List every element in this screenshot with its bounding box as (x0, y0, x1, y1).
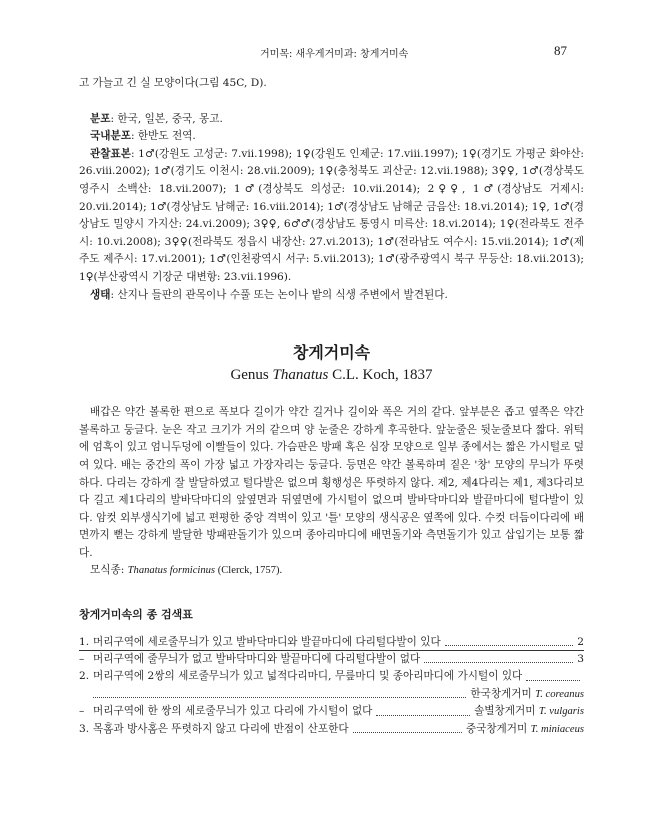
key-item-text: 머리구역에 2쌍의 세로줄무늬가 있고 넓적다리마디, 무릎마디 및 종아리마디에 가시털이 있다 (93, 670, 523, 683)
dot-leader (353, 731, 462, 733)
key-title: 창게거미속의 종 검색표 (79, 608, 193, 622)
specimens-label: 관찰표본 (90, 147, 131, 160)
genus-title-korean: 창게거미속 (292, 343, 371, 363)
genus-name: Thanatus (272, 367, 329, 384)
species-korean-name: 중국창게거미 (465, 722, 531, 735)
key-item (79, 651, 584, 668)
key-item-text: 머리구역에 한 쌍의 세로줄무늬가 있고 다리에 가시털이 없다 (93, 705, 373, 718)
running-header-title: 거미목: 새우게거미과: 창게거미속 (260, 49, 409, 60)
ecology-text: : 산지나 들판의 관목이나 수풀 또는 논이나 밭의 식생 주변에서 발견된다. (110, 288, 448, 301)
key-top-rule (79, 650, 584, 651)
specimens-text: : 1♂(강원도 고성군: 7.vii.1998); 1♀(강원도 인제군: 17.viii.1997); 1♀(경기도 가평군 화야산: 26.viii.2002); 1♂(경기도 이천시: 28.vii.2009); 1♀(충청북도 괴산군: 12.vii.1988); 3♀♀, 1♂(경상북도 영주시 소백산: 18.vii.2007); 1♂(경상북도 의성군: 10.vii.2014); 2♀♀, 1♂(경상남도 거제시: 20.vii.2014); 1♂(경상남도 남해군: 16.viii.2014); 1♂(경상남도 남해군 금음산: 18.vi.2014); 1♀, 1♂(경상남도 밀양시 가지산: 24.vi.2009); 3♀♀, 6♂♂(경상남도 통영시 미륵산: 18.vi.2014); 1♀(전라북도 전주시: 10.vi.2008); 3♀♀(전라북도 정읍시 내장산: 27.vi.2013); 1♂(전라남도 여수시: 15.vii.2014); 1♂(제주도 제주시: 17.vi.2001); 1♂(인천광역시 서구: 5.vii.2013); 1♂(광주광역시 북구 무등산: 18.vii.2013); 1♀(부산광역시 기장군 대변항: 23.vii.1996). (79, 147, 584, 283)
dot-leader (526, 679, 580, 681)
key-item-number: – (79, 705, 85, 718)
key-item (79, 703, 584, 720)
type-species-name: Thanatus formicinus (127, 565, 216, 577)
domestic-text: : 한반도 전역. (130, 130, 196, 143)
species-korean-name: 솔별창게거미 (474, 705, 539, 718)
intro-line: 고 가늘고 긴 실 모양이다(그림 45C, D). (79, 77, 267, 89)
dot-leader (424, 661, 573, 663)
distribution-label: 분포 (90, 112, 111, 125)
key-item-target (466, 721, 584, 738)
key-item-target: 3 (577, 653, 584, 666)
specimens-paragraph (79, 146, 584, 287)
type-species (79, 562, 584, 580)
species-scientific-name: T. miniaceus (530, 723, 584, 735)
key-item-target: 2 (577, 635, 584, 648)
dot-leader (376, 714, 470, 716)
key-item (79, 721, 584, 738)
genus-title-latin (79, 364, 584, 386)
key-item-text: 목홈과 방사홈은 뚜렷하지 않고 다리에 반점이 산포한다 (93, 722, 349, 735)
key-item-text: 머리구역에 세로줄무늬가 있고 발바닥마디와 발끝마디에 다리털다발이 있다 (93, 635, 441, 648)
key-item-number: 1. (79, 635, 90, 648)
ecology-paragraph (79, 287, 584, 305)
species-scientific-name: T. vulgaris (538, 706, 584, 718)
domestic-label: 국내분포 (90, 130, 131, 143)
type-species-author: (Clerck, 1757). (215, 565, 283, 577)
key-item (79, 668, 584, 685)
dot-leader (93, 696, 466, 698)
domestic-distribution-paragraph (79, 128, 584, 146)
type-species-label: 모식종: (90, 564, 128, 577)
distribution-text: : 한국, 일본, 중국, 몽고. (110, 112, 223, 125)
key-item-number: – (79, 653, 85, 666)
running-header (0, 43, 652, 63)
ecology-label: 생태 (90, 288, 111, 301)
page-number: 87 (554, 43, 567, 58)
page-body (79, 75, 584, 738)
key-item-number: 3. (79, 722, 90, 735)
key-item (79, 634, 584, 651)
key-item (79, 686, 584, 703)
genus-prefix: Genus (230, 367, 273, 384)
genus-author: C.L. Koch, 1837 (328, 367, 433, 384)
key-item-target (474, 703, 584, 720)
dot-leader (445, 644, 574, 646)
species-korean-name: 한국창게거미 (470, 687, 536, 700)
key-item-target (470, 686, 584, 703)
species-scientific-name: T. coreanus (535, 688, 584, 700)
distribution-paragraph (79, 111, 584, 129)
key-item-number: 2. (79, 670, 90, 683)
genus-description: 배갑은 약간 볼록한 편으로 폭보다 길이가 약간 길거나 길이와 폭은 거의 같다. 앞부분은 좁고 옆쪽은 약간 볼록하고 둥글다. 눈은 작고 크기가 거의 같으며 양 눈줄은 강하게 후곡한다. 앞눈줄은 뒷눈줄보다 짧다. 위턱에 엄혹이 있고 엄니두덩에 이빨들이 있다. 가슴판은 방패 혹은 심장 모양으로 일부 종에서는 짧은 가시털로 덮여 있다. 배는 중간의 폭이 가장 넓고 가장자리는 둥글다. 등면은 약간 볼록하며 짙은 '창' 모양의 무늬가 뚜렷하다. 다리는 강하게 잘 발달하였고 털다발은 없으며 횡행성은 뚜렷하지 않다. 제2, 제4다리는 제1, 제3다리보다 길고 제1다리의 발바닥마디의 앞옆면과 뒤옆면에 가시털이 없으며 발바닥마디와 발끝마디에 털다발이 있다. 암컷 외부생식기에 넓고 편평한 중앙 격벽이 있고 '틀' 모양의 생식공은 옆쪽에 있다. 수컷 더듬이다리에 배면까지 뻗는 강하게 발달한 방패판돌기가 있으며 종아리마디에 배면돌기와 측면돌기가 있고 삽입기는 보통 짧다. (79, 406, 584, 559)
key-item-text: 머리구역에 줄무늬가 없고 발바닥마디와 발끝마디에 다리털다발이 없다 (93, 653, 421, 666)
